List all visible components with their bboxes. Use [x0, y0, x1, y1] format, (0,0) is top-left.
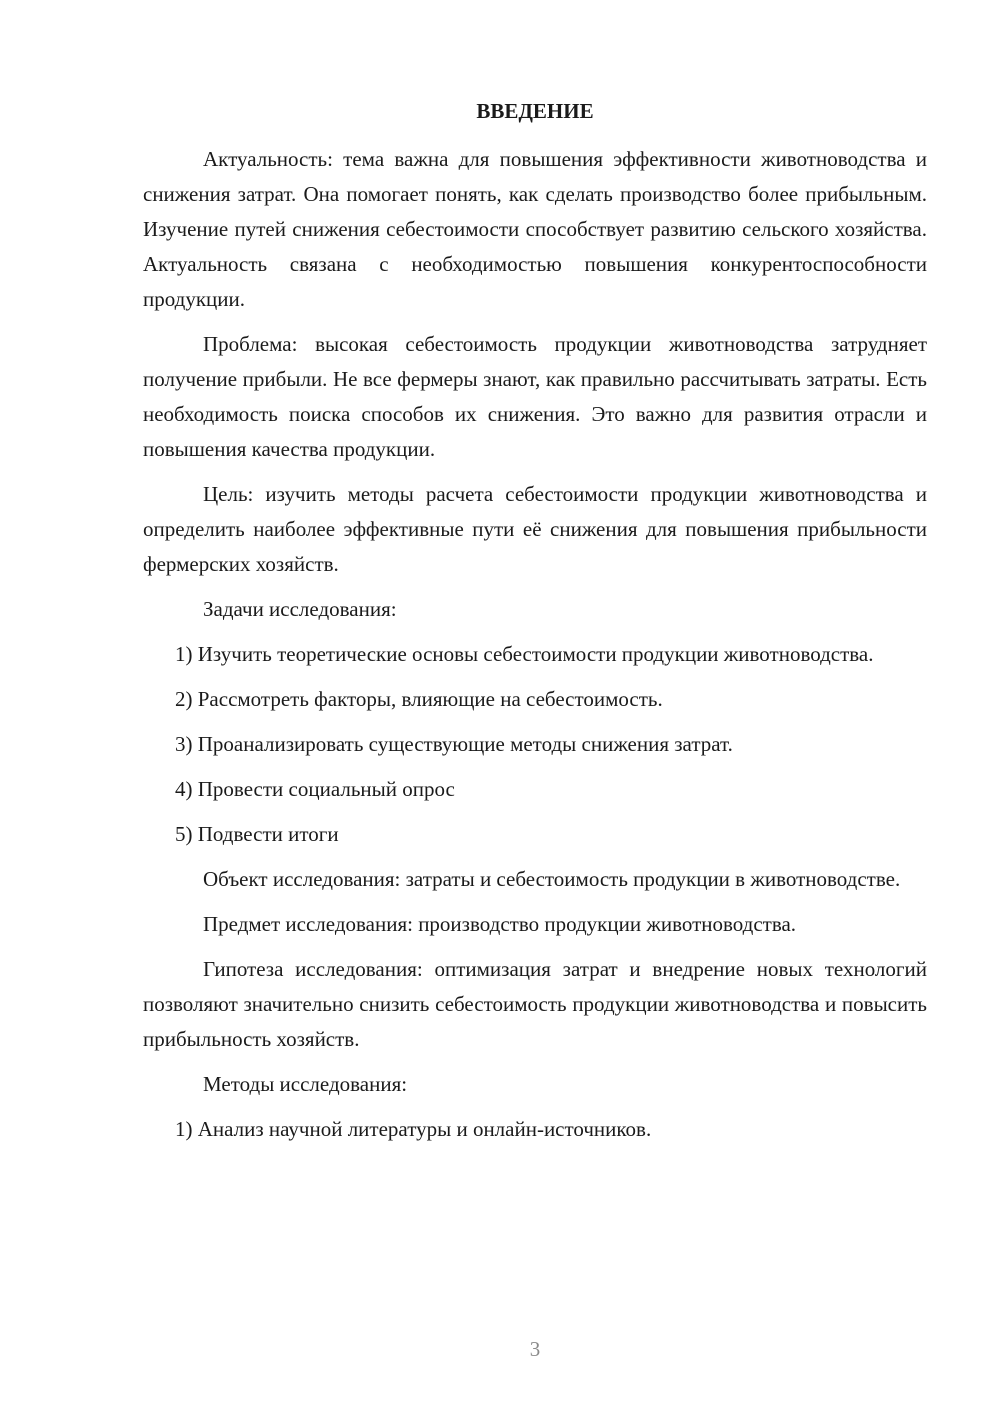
goal-paragraph: Цель: изучить методы расчета себестоимости продукции животноводства и определить наиболее эффективные пути её снижения для повышения прибыльности фермерских хозяйств.	[143, 482, 927, 576]
methods-label: Методы исследования:	[203, 1072, 408, 1096]
task-item: 2) Рассмотреть факторы, влияющие на себестоимость.	[175, 687, 663, 711]
relevance-paragraph: Актуальность: тема важна для повышения эффективности животноводства и снижения затрат. Она помогает понять, как сделать производство более прибыльным. Изучение путей снижения себестоимости способствует развитию сельского хозяйства. Актуальность связана с необходимостью повышения конкурентоспособности продукции.	[143, 147, 927, 311]
hypothesis-paragraph: Гипотеза исследования: оптимизация затрат и внедрение новых технологий позволяют значительно снизить себестоимость продукции животноводства и повысить прибыльность хозяйств.	[143, 957, 927, 1051]
method-item: 1) Анализ научной литературы и онлайн-источников.	[175, 1117, 652, 1141]
page-number: 3	[529, 1337, 541, 1361]
subject-paragraph: Предмет исследования: производство продукции животноводства.	[203, 912, 797, 936]
task-item: 5) Подвести итоги	[175, 822, 339, 846]
task-item: 4) Провести социальный опрос	[175, 777, 455, 801]
task-item: 1) Изучить теоретические основы себестоимости продукции животноводства.	[175, 642, 874, 666]
object-paragraph: Объект исследования: затраты и себестоимость продукции в животноводстве.	[203, 867, 901, 891]
section-title: ВВЕДЕНИЕ	[476, 99, 594, 123]
tasks-label: Задачи исследования:	[203, 597, 397, 621]
problem-paragraph: Проблема: высокая себестоимость продукции животноводства затрудняет получение прибыли. Не все фермеры знают, как правильно рассчитывать затраты. Есть необходимость поиска способов их снижения. Это важно для развития отрасли и повышения качества продукции.	[143, 332, 927, 461]
task-item: 3) Проанализировать существующие методы снижения затрат.	[175, 732, 733, 756]
document-body	[143, 96, 927, 1157]
